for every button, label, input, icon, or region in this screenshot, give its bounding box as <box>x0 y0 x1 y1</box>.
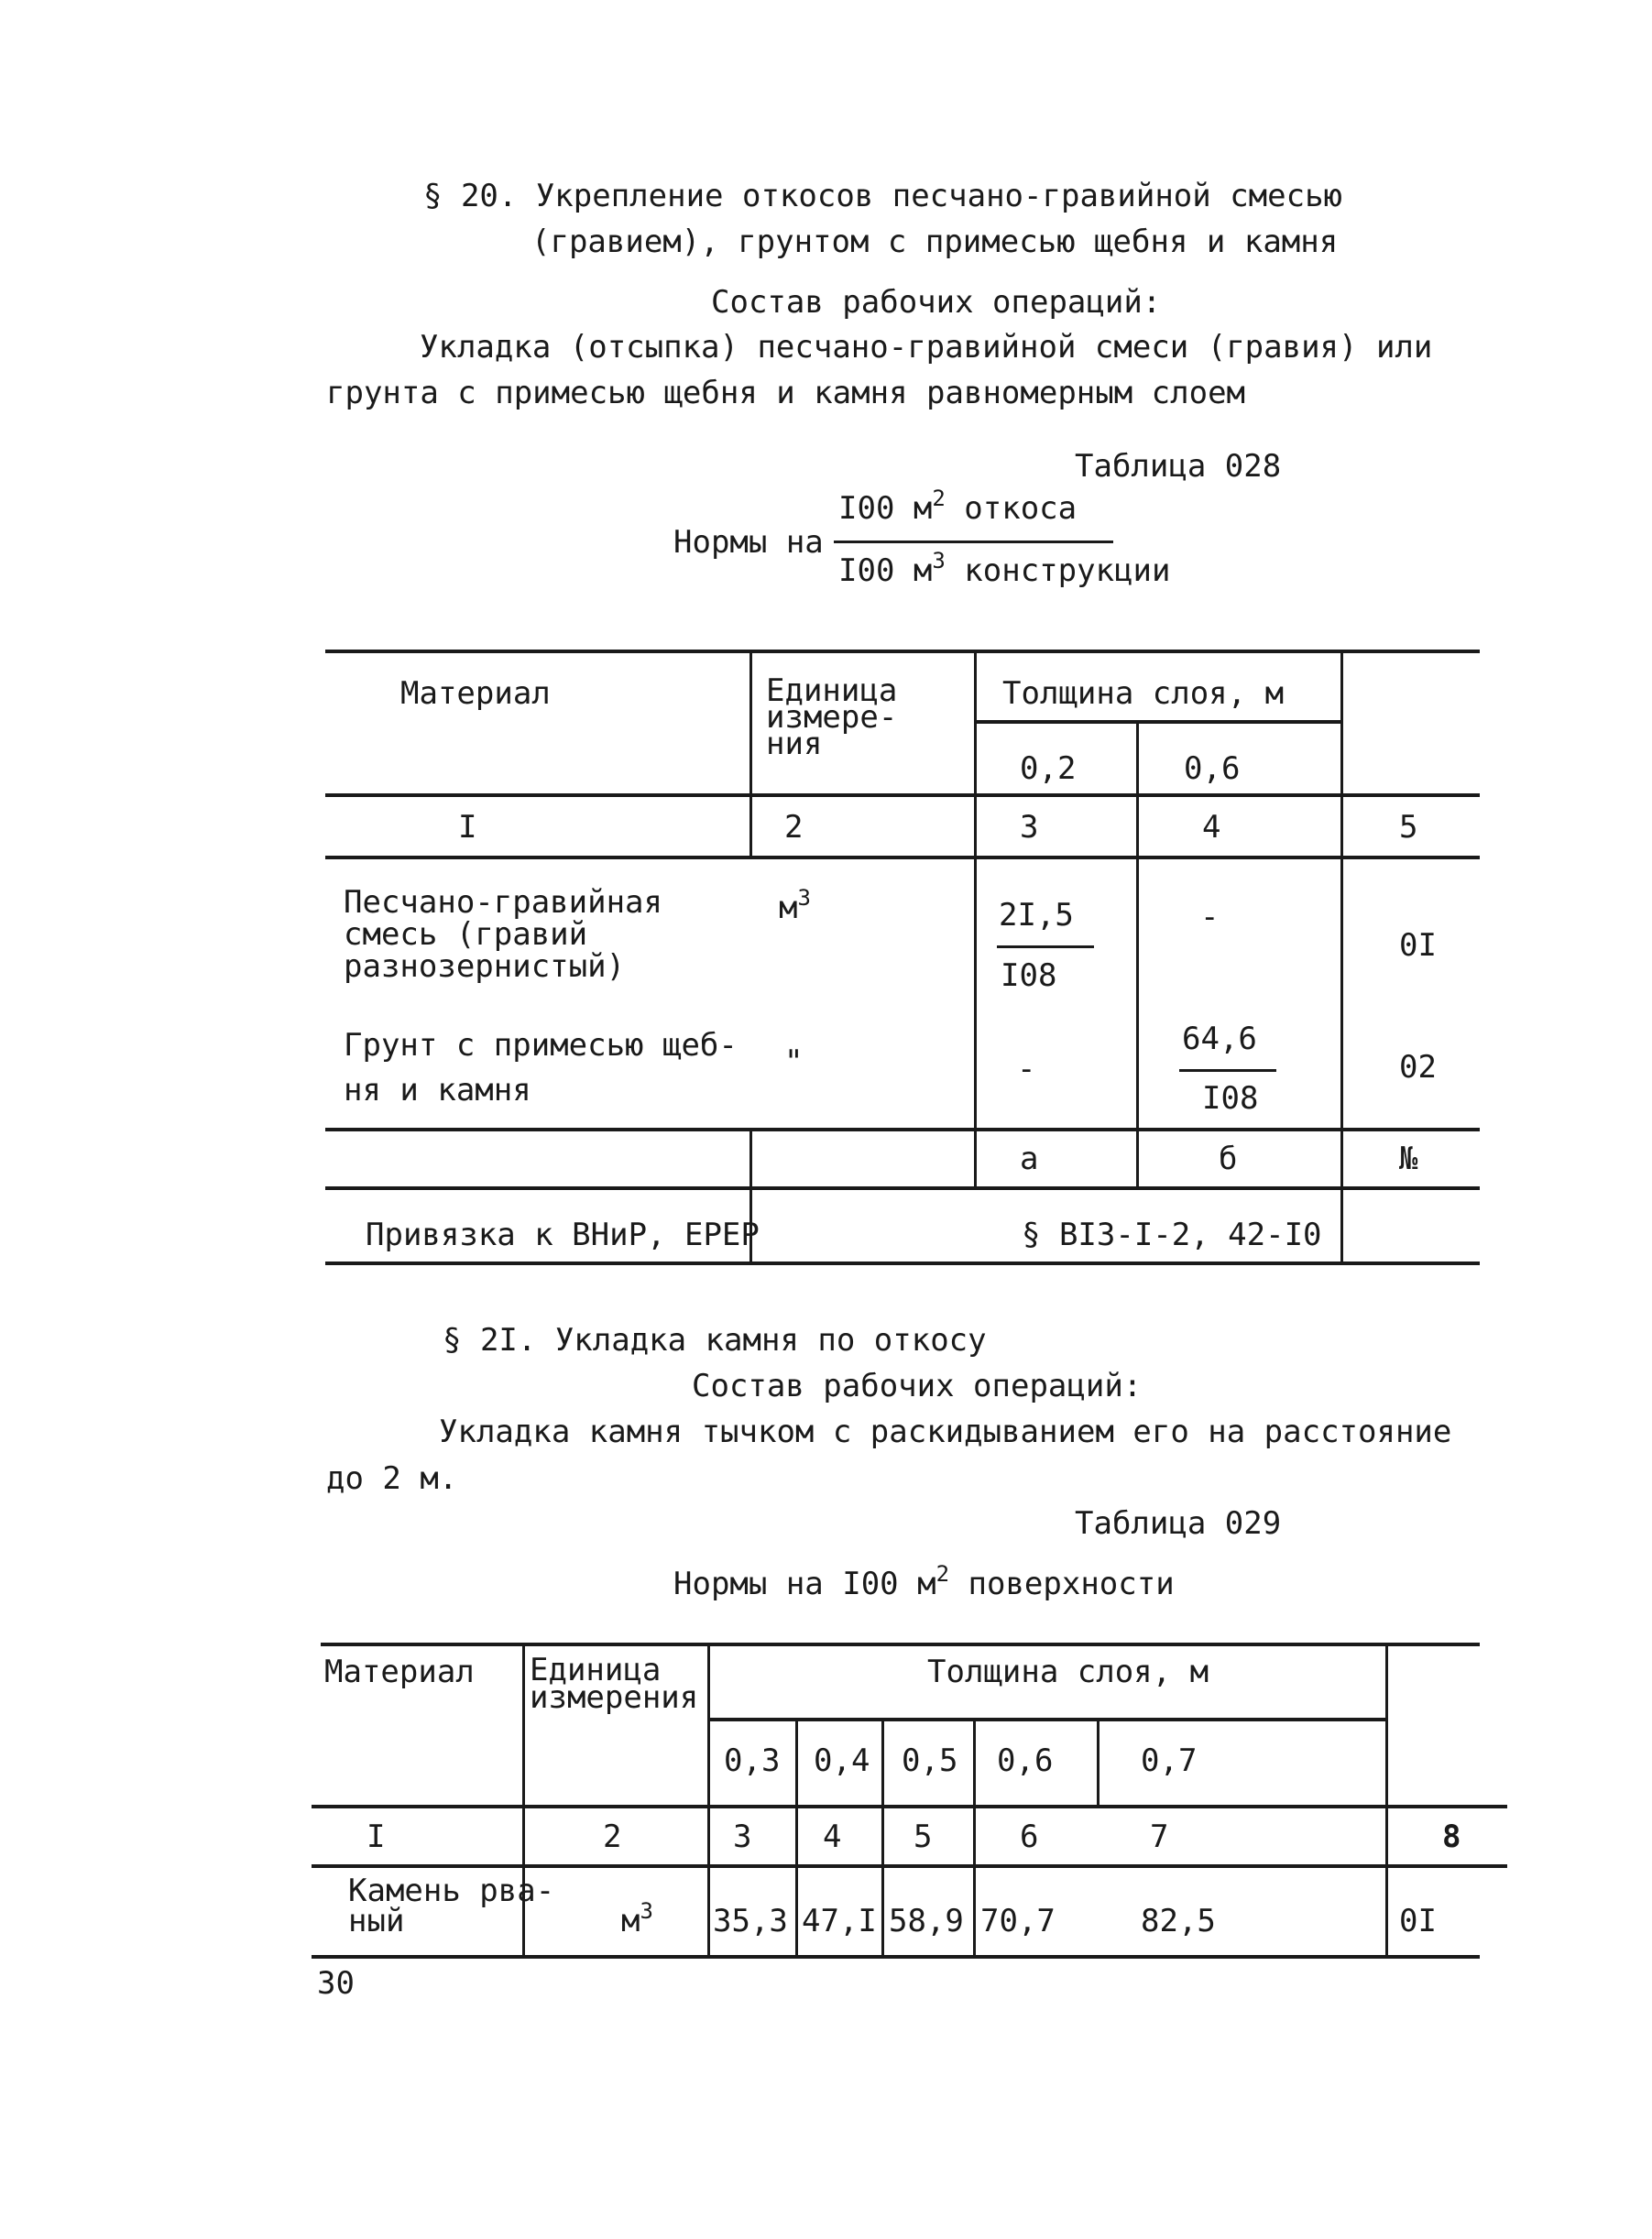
t029-row-unit <box>621 1898 653 1939</box>
t028-line-letters-bottom <box>325 1186 1480 1190</box>
norms-exp: 2 <box>935 1561 950 1587</box>
t029-vline-3 <box>795 1720 798 1957</box>
t029-colnum-5: 5 <box>914 1819 933 1855</box>
norms-rest: поверхности <box>968 1566 1175 1602</box>
t028-colnum-2: 2 <box>784 809 804 846</box>
t028-row2-v1: - <box>1017 1051 1036 1087</box>
t029-header-t3: 0,5 <box>902 1742 958 1779</box>
t028-row2-unit: " <box>784 1043 804 1080</box>
unit-exp: 3 <box>797 885 811 911</box>
t028-line-top <box>325 650 1480 653</box>
t028-line-header-bottom <box>325 793 1480 797</box>
t029-colnum-7: 7 <box>1150 1819 1169 1855</box>
t028-colnum-4: 4 <box>1202 809 1221 846</box>
t028-row1-v1-num: 2I,5 <box>999 897 1074 934</box>
t029-line-subheader <box>707 1718 1388 1721</box>
t029-colnum-3: 3 <box>733 1819 752 1855</box>
t029-vline-2 <box>707 1643 710 1957</box>
t028-row1-unit <box>779 885 811 926</box>
unit-base: м <box>621 1903 640 1939</box>
section21-operations-line1: Укладка камня тычком с раскидыванием его на расстояние <box>439 1414 1452 1450</box>
numerator-rest: откоса <box>964 490 1078 527</box>
t029-header-t5: 0,7 <box>1141 1742 1198 1779</box>
t028-row2-material: Грунт с примесью щеб- ня и камня <box>344 1027 738 1109</box>
t028-header-t1: 0,2 <box>1020 750 1077 787</box>
t029-line-top <box>321 1643 1480 1646</box>
t028-colnum-3: 3 <box>1020 809 1039 846</box>
t028-line-body-bottom <box>325 1128 1480 1131</box>
section20-operations-line1: Укладка (отсыпка) песчано-гравийной смеси (гравия) или <box>420 329 1433 366</box>
section20-operations-title: Состав рабочих операций: <box>711 284 1162 321</box>
t028-header-t2: 0,6 <box>1184 750 1241 787</box>
t029-colnum-4: 4 <box>823 1819 842 1855</box>
table028-norms-prefix: Нормы на <box>673 524 824 561</box>
norms-base: Нормы на I00 м <box>673 1566 936 1602</box>
t029-vline-6 <box>1097 1720 1100 1807</box>
t029-line-bottom <box>312 1955 1480 1959</box>
t028-row1-v2: - <box>1200 899 1220 935</box>
t029-header-thickness: Толщина слоя, м <box>927 1654 1209 1690</box>
t028-vline-1 <box>749 650 752 857</box>
t029-line-numbers-bottom <box>312 1864 1507 1868</box>
t028-line-numbers-bottom <box>325 856 1480 859</box>
t029-colnum-1: I <box>367 1819 386 1855</box>
table028-label: Таблица 028 <box>1075 448 1282 485</box>
unit-exp: 3 <box>640 1898 653 1924</box>
t029-header-material: Материал <box>324 1654 475 1690</box>
page-number: 30 <box>317 1965 355 2002</box>
t028-vline-2 <box>974 650 977 1188</box>
t028-row1-v1-fraction-bar <box>997 945 1094 948</box>
t029-row-v3: 58,9 <box>889 1903 964 1939</box>
table028-norms-fraction-bar <box>834 541 1113 543</box>
numerator-base: I00 м <box>838 490 933 527</box>
t029-row-code: 0I <box>1399 1903 1437 1939</box>
t029-row-v2: 47,I <box>802 1903 877 1939</box>
section21-operations-line2: до 2 м. <box>326 1460 458 1497</box>
t028-letter-no: № <box>1399 1141 1418 1177</box>
t028-header-unit: Единица измере- ния <box>766 672 898 762</box>
t028-row2-v2-num: 64,6 <box>1182 1021 1257 1057</box>
table029-norms <box>673 1561 1175 1602</box>
denominator-base: I00 м <box>838 552 933 589</box>
t029-colnum-6: 6 <box>1020 1819 1039 1855</box>
t028-colnum-1: I <box>458 809 477 846</box>
t028-row1-v1-den: I08 <box>1001 957 1057 994</box>
numerator-exp: 2 <box>932 486 946 511</box>
t029-header-unit: Единица измерения <box>530 1652 699 1716</box>
t028-letter-a: а <box>1020 1141 1039 1177</box>
t028-row2-v2-fraction-bar <box>1179 1069 1276 1072</box>
t028-header-material: Материал <box>400 675 551 712</box>
unit-base: м <box>779 890 798 926</box>
t028-row1-code: 0I <box>1399 927 1437 964</box>
table029-label: Таблица 029 <box>1075 1505 1282 1542</box>
t028-line-subheader <box>974 720 1342 724</box>
t029-colnum-8: 8 <box>1442 1819 1461 1855</box>
t029-row-v5: 82,5 <box>1141 1903 1216 1939</box>
section20-operations-line2: грунта с примесью щебня и камня равномерным слоем <box>326 375 1246 411</box>
t028-line-bottom <box>325 1261 1480 1265</box>
t028-row2-code: 02 <box>1399 1049 1437 1086</box>
t029-colnum-2: 2 <box>603 1819 622 1855</box>
t029-header-t2: 0,4 <box>814 1742 870 1779</box>
t029-line-header-bottom <box>312 1805 1507 1808</box>
section20-heading-line1: § 20. Укрепление откосов песчано-гравийной смесью <box>423 178 1343 214</box>
t028-vline-4 <box>1340 650 1343 1263</box>
t029-header-t1: 0,3 <box>724 1742 781 1779</box>
t028-colnum-5: 5 <box>1399 809 1418 846</box>
t028-binding-value: § ВI3-I-2, 42-I0 <box>1022 1217 1322 1253</box>
t028-vline-3 <box>1136 722 1139 1188</box>
section21-heading: § 2I. Укладка камня по откосу <box>443 1322 987 1359</box>
section20-heading-line2: (гравием), грунтом с примесью щебня и камня <box>531 224 1339 260</box>
t028-row1-material: Песчано-гравийная смесь (гравий разнозернистый) <box>344 884 662 985</box>
denominator-rest: конструкции <box>964 552 1171 589</box>
t028-row2-v2-den: I08 <box>1202 1080 1259 1117</box>
table028-norms-numerator <box>838 486 1078 527</box>
section21-operations-title: Состав рабочих операций: <box>692 1368 1143 1404</box>
table028-norms-denominator <box>838 548 1171 589</box>
t029-row-v4: 70,7 <box>980 1903 1056 1939</box>
t028-letter-b: б <box>1219 1141 1238 1177</box>
t029-vline-7 <box>1385 1643 1388 1957</box>
denominator-exp: 3 <box>932 548 946 573</box>
t029-row-material: Камень рва- ный <box>348 1873 555 1939</box>
t029-vline-5 <box>973 1720 976 1957</box>
t028-binding-label: Привязка к ВНиР, ЕРЕР <box>366 1217 760 1253</box>
t029-header-t4: 0,6 <box>997 1742 1054 1779</box>
t029-row-v1: 35,3 <box>713 1903 788 1939</box>
t028-header-thickness: Толщина слоя, м <box>1002 675 1285 712</box>
t029-vline-4 <box>881 1720 884 1957</box>
